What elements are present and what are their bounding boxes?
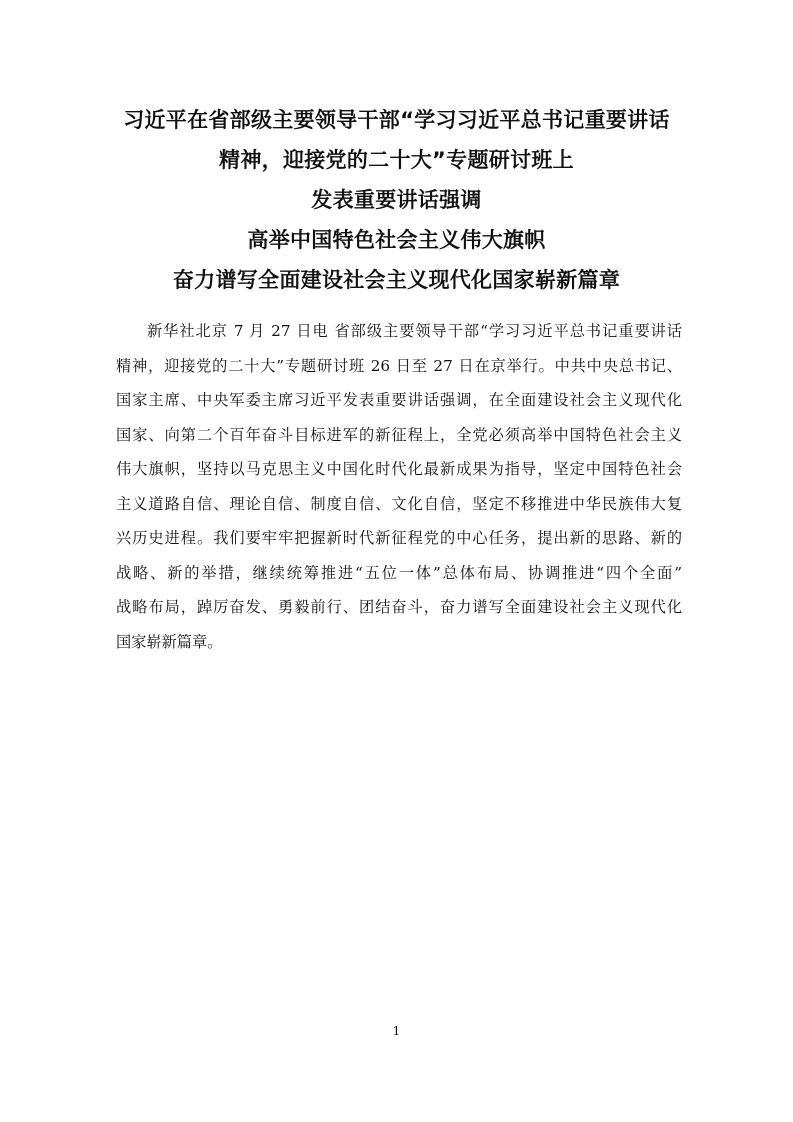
body-line: 主义道路自信、理论自信、制度自信、文化自信，坚定不移推进中华民族伟大复 xyxy=(116,494,682,513)
document-title xyxy=(0,100,793,300)
body-line: 伟大旗帜，坚持以马克思主义中国化时代化最新成果为指导，坚定中国特色社会 xyxy=(116,460,682,478)
title-line: 精神，迎接党的二十大”专题研讨班上 xyxy=(219,148,574,172)
body-line: 国家、向第二个百年奋斗目标进军的新征程上，全党必须高举中国特色社会主义 xyxy=(116,425,682,444)
page-number: 1 xyxy=(392,1024,401,1038)
body-line: 兴历史进程。我们要牢牢把握新时代新征程党的中心任务，提出新的思路、新的 xyxy=(116,529,682,547)
body-paragraph xyxy=(116,314,682,659)
body-line: 新华社北京 7 月 27 日电 省部级主要领导干部“学习习近平总书记重要讲话 xyxy=(147,322,682,340)
title-line: 奋力谱写全面建设社会主义现代化国家崭新篇章 xyxy=(172,268,621,292)
title-line: 高举中国特色社会主义伟大旗帜 xyxy=(247,228,546,252)
body-line: 战略、新的举措，继续统筹推进“五位一体”总体布局、协调推进“四个全面” xyxy=(116,563,682,582)
body-line: 精神，迎接党的二十大”专题研讨班 26 日至 27 日在京举行。中共中央总书记、 xyxy=(116,356,682,375)
title-line: 习近平在省部级主要领导干部“学习习近平总书记重要讲话 xyxy=(123,108,670,132)
body-line: 国家主席、中央军委主席习近平发表重要讲话强调，在全面建设社会主义现代化 xyxy=(116,391,682,409)
title-line: 发表重要讲话强调 xyxy=(311,188,482,212)
body-line: 战略布局，踔厉奋发、勇毅前行、团结奋斗，奋力谱写全面建设社会主义现代化 xyxy=(116,598,682,616)
body-line: 国家崭新篇章。 xyxy=(116,632,223,651)
